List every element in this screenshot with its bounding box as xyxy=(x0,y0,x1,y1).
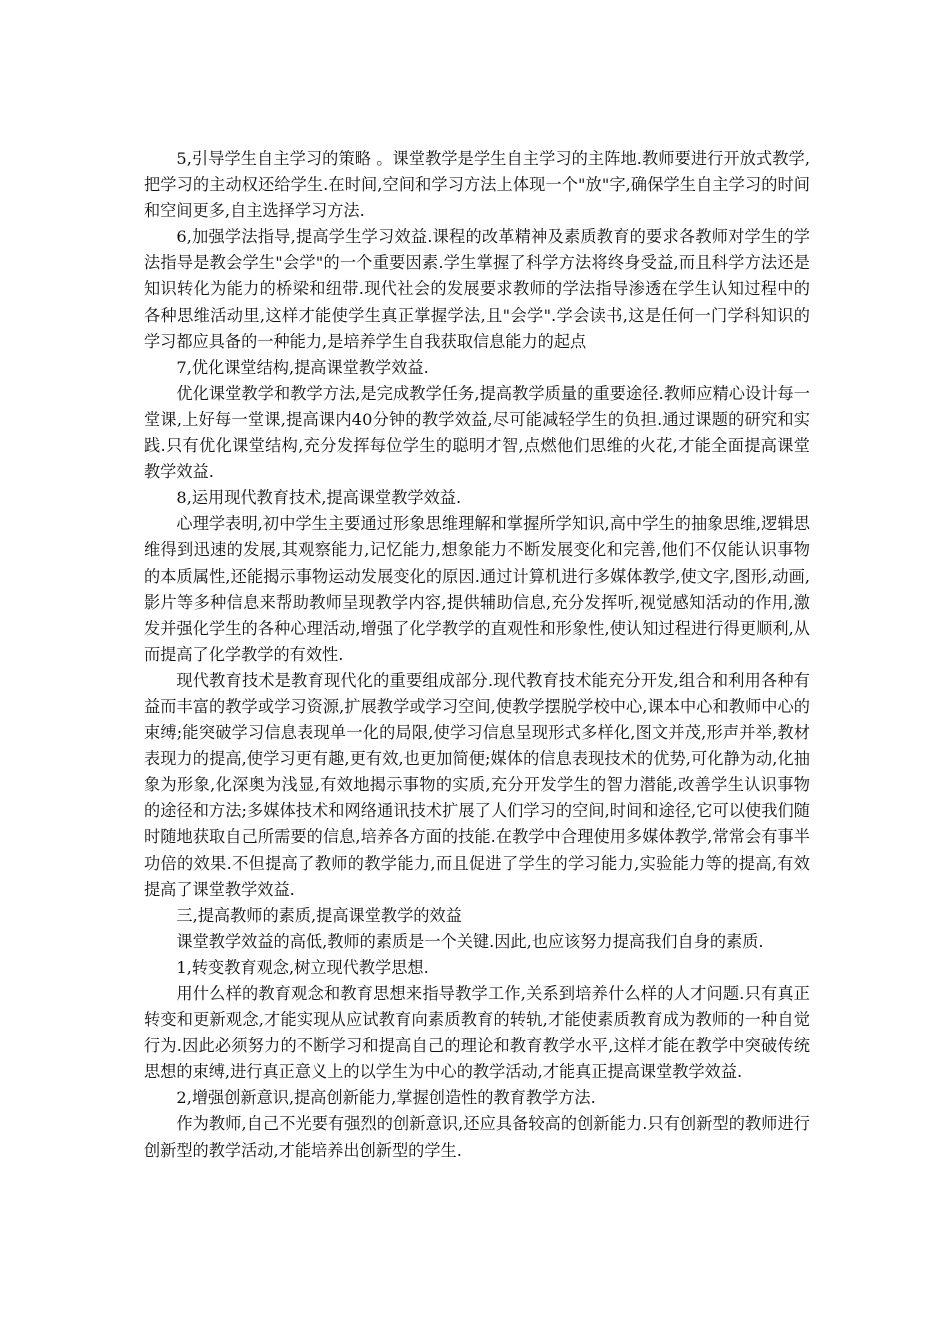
paragraph-change-concepts: 用什么样的教育观念和教育思想来指导教学工作,关系到培养什么样的人才问题.只有真正转变和更新观念,才能实现从应试教育向素质教育的转轨,才能使素质教育成为教师的一种自觉行为.因此必须努力的不断学习和提高自己的理论和教育教学水平,这样才能在教学中突破传统思想的束缚,进行真正意义上的以学生为中心的教学活动,才能真正提高课堂教学效益. xyxy=(144,984,810,1082)
paragraph-strategy-5: 5,引导学生自主学习的策略 。课堂教学是学生自主学习的主阵地.教师要进行开放式教学,把学习的主动权还给学生.在时间,空间和学习方法上体现一个"放"字,确保学生自主学习的时间和空间更多,自主选择学习方法. xyxy=(144,149,810,221)
section-heading-teacher-quality: 三,提高教师的素质,提高课堂教学的效益 xyxy=(176,905,462,925)
paragraph-psychology: 心理学表明,初中学生主要通过形象思维理解和掌握所学知识,高中学生的抽象思维,逻辑思维得到迅速的发展,其观察能力,记忆能力,想象能力不断发展变化和完善,他们不仅能认识事物的本质属性,还能揭示事物运动发展变化的原因.通过计算机进行多媒体教学,使文字,图形,动画,影片等多种信息来帮助教师呈现教学内容,提供辅助信息,充分发挥听,视觉感知活动的作用,激发并强化学生的各种心理活动,增强了化学教学的直观性和形象性,使认知过程进行得更顺利,从而提高了化学教学的有效性. xyxy=(144,514,810,664)
heading-modern-tech-8: 8,运用现代教育技术,提高课堂教学效益. xyxy=(176,488,462,508)
document-body xyxy=(144,146,810,1164)
paragraph-teacher-quality: 课堂教学效益的高低,教师的素质是一个关键.因此,也应该努力提高我们自身的素质. xyxy=(176,931,764,951)
heading-innovation-2: 2,增强创新意识,提高创新能力,掌握创造性的教育教学方法. xyxy=(176,1088,596,1108)
paragraph-optimize-structure: 优化课堂教学和教学方法,是完成教学任务,提高教学质量的重要途径.教师应精心设计每一堂课,上好每一堂课,提高课内40分钟的教学效益,尽可能减轻学生的负担.通过课题的研究和实践.只有优化课堂结构,充分发挥每位学生的聪明才智,点燃他们思维的火花,才能全面提高课堂教学效益. xyxy=(144,383,810,482)
heading-change-concepts-1: 1,转变教育观念,树立现代教学思想. xyxy=(176,957,429,977)
paragraph-modern-education-tech: 现代教育技术是教育现代化的重要组成部分.现代教育技术能充分开发,组合和利用各种有益而丰富的教学或学习资源,扩展教学或学习空间,使教学摆脱学校中心,课本中心和教师中心的束缚;能突破学习信息表现单一化的局限,使学习信息呈现形式多样化,图文并茂,形声并举,教材表现力的提高,使学习更有趣,更有效,也更加简便;媒体的信息表现技术的优势,可化静为动,化抽象为形象,化深奥为浅显,有效地揭示事物的实质,充分开发学生的智力潜能,改善学生认识事物的途径和方法;多媒体技术和网络通讯技术扩展了人们学习的空间,时间和途径,它可以使我们随时随地获取自己所需要的信息,培养各方面的技能.在教学中合理使用多媒体教学,常常会有事半功倍的效果.不但提高了教师的教学能力,而且促进了学生的学习能力,实验能力等的提高,有效提高了课堂教学效益. xyxy=(144,670,810,899)
heading-optimize-structure-7: 7,优化课堂结构,提高课堂教学效益. xyxy=(176,357,429,377)
paragraph-innovation: 作为教师,自己不光要有强烈的创新意识,还应具备较高的创新能力.只有创新型的教师进行创新型的教学活动,才能培养出创新型的学生. xyxy=(144,1114,810,1160)
paragraph-method-guidance-6: 6,加强学法指导,提高学生学习效益.课程的改革精神及素质教育的要求各教师对学生的学法指导是教会学生"会学"的一个重要因素.学生掌握了科学方法将终身受益,而且科学方法还是知识转化为能力的桥梁和纽带.现代社会的发展要求教师的学法指导渗透在学生认知过程中的各种思维活动里,这样才能使学生真正掌握学法,且"会学".学会读书,这是任何一门学科知识的学习都应具备的一种能力,是培养学生自我获取信息能力的起点 xyxy=(144,227,810,351)
